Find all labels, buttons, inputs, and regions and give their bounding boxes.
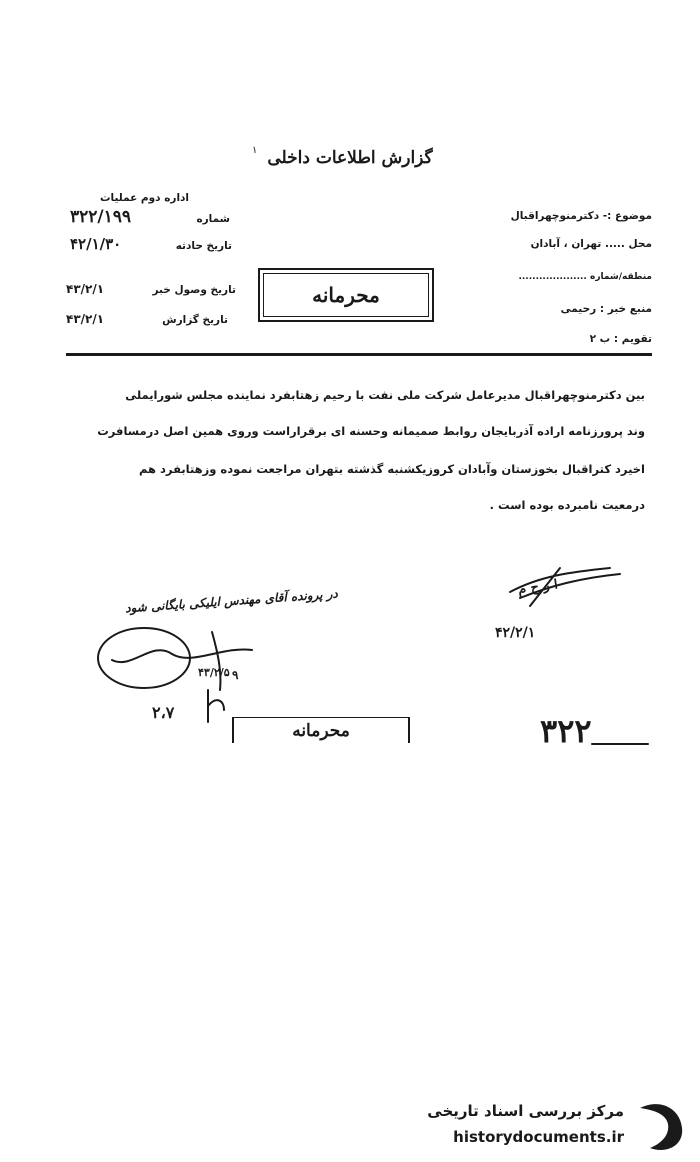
subject-line: موضوع :- دکترمنوچهراقبال: [510, 210, 652, 222]
receipt-date-value: ۴۳/۲/۱: [66, 282, 105, 296]
source-line: منبع خبر : رحیمی: [560, 303, 652, 315]
header-divider: [66, 353, 652, 356]
handwritten-mark: ۹: [232, 668, 239, 682]
number-row: [70, 207, 230, 227]
confidential-stamp: محرمانه: [263, 273, 429, 317]
handwritten-date-right: ۴۲/۲/۱: [495, 625, 536, 641]
handwritten-stroke-icon: [200, 686, 230, 726]
document-title: گزارش اطلاعات داخلی: [267, 148, 433, 168]
underline-stroke-icon: [590, 738, 650, 750]
handwritten-number-left: ۲،۷: [152, 703, 175, 722]
event-date-row: [70, 235, 232, 253]
title-mark: ۱: [252, 145, 258, 156]
report-date-label: تاریخ گزارش: [162, 314, 228, 326]
region-line: [518, 272, 652, 282]
oval-signature-stamp-icon: [92, 620, 272, 710]
region-dots: ....................: [518, 272, 587, 282]
report-date-row: [66, 312, 228, 326]
body-line-3: اخیرد کتراقبال بخوزستان وآبادان کروزیکشنبه گذشته بتهران مراجعت نموده وزهتابفرد هم: [139, 462, 645, 476]
event-date-label: تاریخ حادثه: [175, 240, 232, 252]
handwritten-initials: ا ر ح م: [517, 577, 559, 598]
office-label: اداره دوم عملیات: [100, 192, 190, 204]
archive-logo-icon: [630, 1098, 686, 1154]
body-line-2: وند پرورزنامه اراده آذربایجان روابط صمیمانه وحسنه ای برقراراست وروی همین اصل درمسافرت: [97, 424, 645, 438]
rating-line: تقویم : ب ۲: [589, 333, 652, 345]
footer-org-name: مرکز بررسی اسناد تاریخی: [427, 1102, 624, 1120]
number-value: ۳۲۲/۱۹۹: [70, 207, 131, 227]
body-line-4: درمعیت نامبرده بوده است .: [489, 498, 645, 512]
region-label: منطقه/شماره: [590, 272, 652, 282]
receipt-date-row: [66, 282, 236, 296]
signature-right-icon: [500, 562, 630, 612]
receipt-date-label: تاریخ وصول خبر: [152, 284, 236, 296]
footer-website-link[interactable]: historydocuments.ir: [453, 1128, 624, 1146]
handwritten-big-number: ۳۲۲: [540, 712, 592, 750]
place-line: محل ..... تهران ، آبادان: [530, 238, 652, 250]
handwritten-note: در پرونده آقای مهندس ایلیکی بایگانی شود: [124, 586, 339, 616]
number-label: شماره: [196, 213, 230, 225]
report-date-value: ۴۳/۲/۱: [66, 312, 105, 326]
confidential-stamp-bottom: محرمانه: [232, 717, 410, 743]
body-line-1: بین دکترمنوچهراقبال مدیرعامل شرکت ملی نفت با رحیم زهتابفرد نماینده مجلس شورایملی: [125, 388, 645, 402]
handwritten-small-date: ۴۳/۲/۵: [198, 666, 230, 679]
event-date-value: ۴۲/۱/۳۰: [70, 235, 122, 253]
